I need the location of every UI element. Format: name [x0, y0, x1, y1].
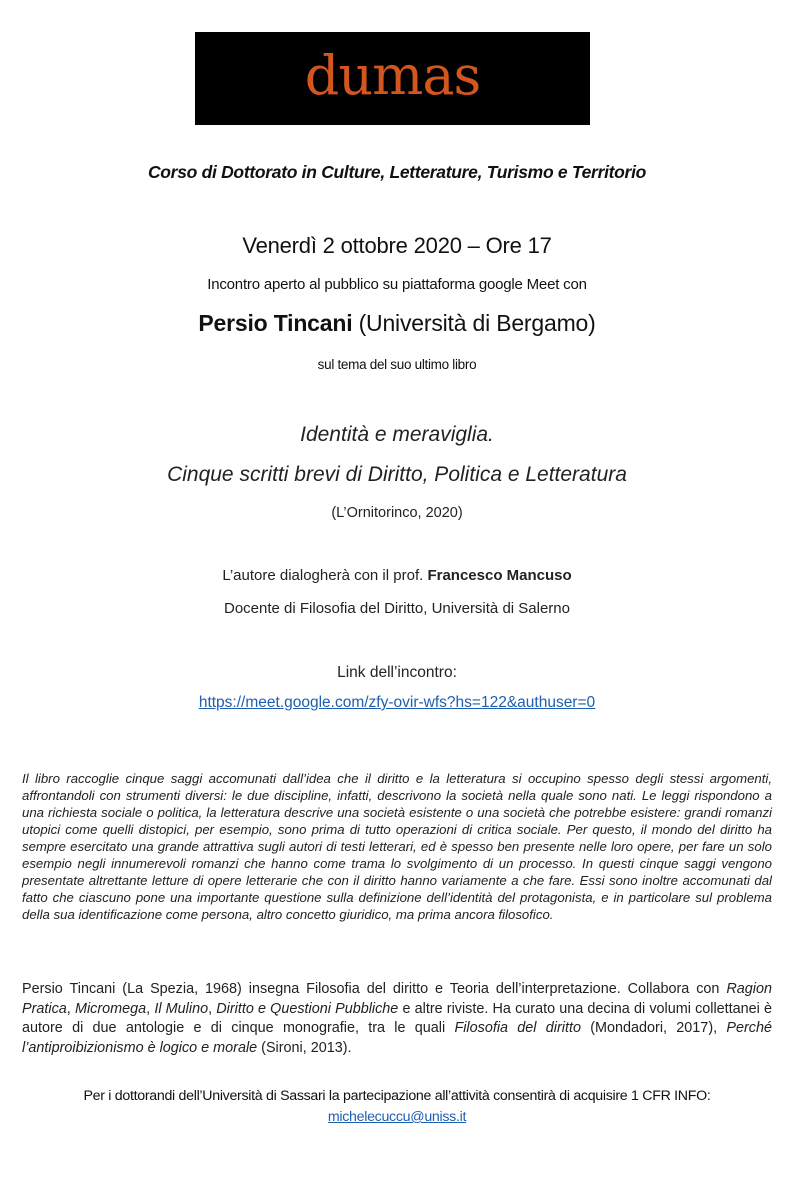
event-date: Venerdì 2 ottobre 2020 – Ore 17 — [242, 233, 552, 258]
speaker-name: Persio Tincani — [198, 310, 353, 336]
book-publisher: (L’Ornitorinco, 2020) — [331, 505, 463, 521]
meeting-link[interactable]: https://meet.google.com/zfy-ovir-wfs?hs=122&authuser=0 — [198, 694, 596, 711]
bio-separator: , — [208, 1000, 217, 1017]
meeting-link-label: Link dell’incontro: — [337, 664, 457, 681]
book-subtitle: Cinque scritti brevi di Diritto, Politica e Letteratura — [167, 463, 627, 486]
bio-journal: Micromega — [74, 1000, 147, 1017]
bio-book-publisher: (Sironi, 2013). — [257, 1039, 352, 1056]
bio-journal: Ragion Pratica — [22, 981, 772, 1017]
bio-separator: , — [66, 1000, 75, 1017]
bio-book-title: Filosofia del diritto — [454, 1020, 581, 1036]
discussant-name: Francesco Mancuso — [427, 567, 572, 584]
bio-book-title: Perché l’antiproibizionismo è logico e morale — [22, 1020, 772, 1056]
bio-journal: Diritto e Questioni Pubbliche — [216, 1000, 399, 1017]
bio-journal: Il Mulino — [154, 1000, 209, 1017]
author-bio — [22, 980, 772, 1058]
bio-separator: , — [146, 1000, 155, 1017]
bio-text: e altre riviste. Ha curato una decina di volumi collettanei è autore di due antologie e di cinque monografie, tra le quali — [22, 1000, 773, 1036]
discussant-prefix: L’autore dialogherà con il prof. — [222, 567, 428, 584]
contact-email-link[interactable]: michelecuccu@uniss.it — [327, 1109, 467, 1125]
logo-text: dumas — [304, 43, 481, 107]
cfr-note: Per i dottorandi dell’Università di Sassari la partecipazione all’attività consentirà di acquisire 1 CFR INFO: — [83, 1088, 711, 1104]
speaker-line — [0, 310, 794, 337]
book-abstract: Il libro raccoglie cinque saggi accomunati dall’idea che il diritto e la letteratura si occupino spesso degli stessi argomenti, affrontandoli con strumenti diversi: le due discipline, infatti, descrivono la società nella quale sono nati. Le leggi rispondono a una richiesta sociale o politica, la letteratura descrive una società esistente o una società che potrebbe esistere: grandi romanzi utopici come quelli distopici, per esempio, sono prima di tutto operazioni di critica sociale. Per questo, il mondo del diritto ha sempre esercitato una grande attrattiva sugli autori di testi letterari, ed è spesso ben presente nelle loro opere, per fare un solo esempio negli innumerevoli romanzi che hanno come trama lo svolgimento di un processo. In questi cinque saggi vengono presentate altrettante letture di opere letterarie che con il diritto hanno variamente a che fare. Essi sono inoltre accomunati dal fatto che ciascuno pone una importante questione sulla definizione dell’identità del protagonista, e in particolare sul problema della sua identificazione come persona, altro concetto giuridico, ma prima ancora filosofico. — [22, 771, 772, 922]
event-theme: sul tema del suo ultimo libro — [317, 357, 477, 372]
contact-email-line — [0, 1109, 794, 1125]
event-intro: Incontro aperto al pubblico su piattaforma google Meet con — [207, 276, 587, 293]
discussant-role: Docente di Filosofia del Diritto, Università di Salerno — [224, 600, 570, 617]
meeting-link-line — [0, 694, 794, 712]
bio-text: Persio Tincani (La Spezia, 1968) insegna Filosofia del diritto e Teoria dell’interpretazione. Collabora con — [22, 981, 727, 997]
course-title: Corso di Dottorato in Culture, Letterature, Turismo e Territorio — [147, 162, 647, 182]
dumas-logo — [195, 32, 590, 125]
discussant-line — [0, 567, 794, 584]
book-title: Identità e meraviglia. — [300, 423, 494, 446]
bio-book-publisher: (Mondadori, 2017), — [580, 1020, 727, 1036]
speaker-affiliation: (Università di Bergamo) — [352, 310, 596, 336]
